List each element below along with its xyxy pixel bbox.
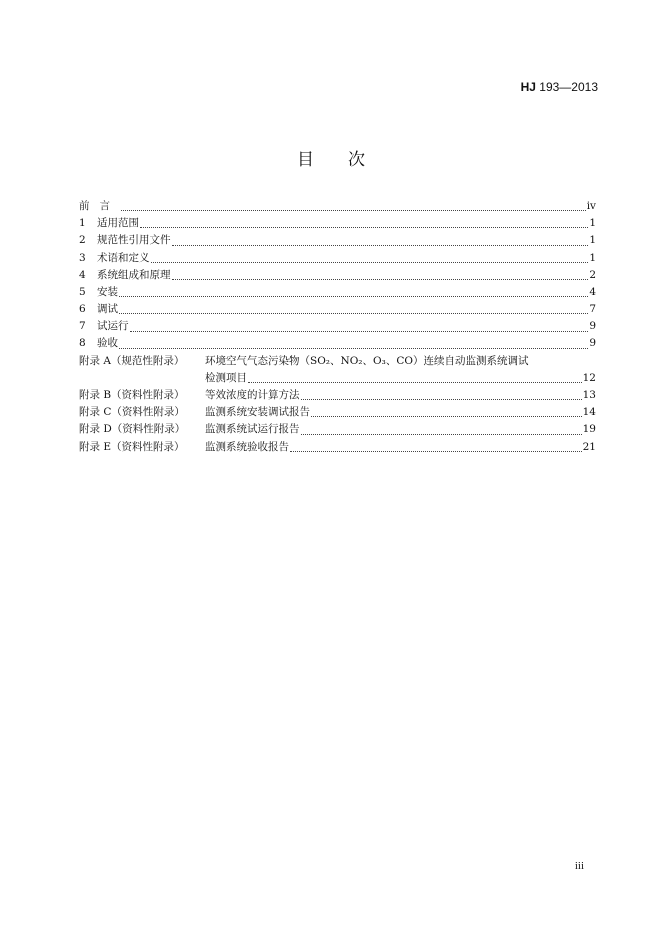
toc-label: 系统组成和原理: [97, 268, 171, 281]
toc-label: 监测系统试运行报告: [205, 423, 300, 436]
toc-page: 14: [582, 406, 596, 419]
toc-page: 2: [589, 268, 596, 281]
toc-label: 术语和定义: [97, 251, 150, 264]
standard-code: [521, 80, 598, 94]
standard-number: 193—2013: [535, 80, 598, 94]
appendix-prefix: 附录 B（资料性附录）: [79, 389, 185, 402]
toc-row-foreword[interactable]: [79, 198, 596, 215]
toc-row-chapter[interactable]: [79, 336, 596, 353]
toc-page: 1: [589, 234, 596, 247]
appendix-prefix: 附录 A（规范性附录）: [79, 354, 185, 367]
leader-dots: [119, 312, 588, 314]
leader-dots: [301, 433, 582, 435]
toc-row-appendix[interactable]: [79, 439, 596, 456]
leader-dots: [130, 330, 589, 332]
toc-page: 12: [582, 371, 596, 384]
leader-dots: [121, 209, 586, 211]
toc-row-chapter[interactable]: [79, 301, 596, 318]
table-of-contents: [79, 198, 596, 456]
toc-row-appendix-a-line2[interactable]: [79, 370, 596, 387]
toc-page: 13: [582, 389, 596, 402]
toc-label: 监测系统验收报告: [205, 440, 289, 453]
toc-number: 6: [79, 303, 86, 316]
toc-number: 3: [79, 251, 86, 264]
toc-label: 试运行: [97, 320, 129, 333]
toc-label: 安装: [97, 285, 118, 298]
toc-page: iv: [586, 199, 596, 212]
toc-number: 5: [79, 285, 86, 298]
toc-number: 7: [79, 320, 86, 333]
leader-dots: [119, 295, 588, 297]
appendix-prefix: 附录 C（资料性附录）: [79, 406, 185, 419]
toc-row-appendix[interactable]: [79, 404, 596, 421]
toc-label: 监测系统安装调试报告: [205, 406, 310, 419]
toc-number: 2: [79, 234, 86, 247]
page-number: iii: [574, 860, 584, 872]
toc-page: 9: [589, 320, 596, 333]
toc-page: 7: [589, 303, 596, 316]
toc-number: 8: [79, 337, 86, 350]
toc-row-chapter[interactable]: [79, 284, 596, 301]
toc-page: 1: [589, 217, 596, 230]
leader-dots: [119, 347, 588, 349]
leader-dots: [151, 261, 589, 263]
toc-row-appendix[interactable]: [79, 387, 596, 404]
leader-dots: [172, 278, 589, 280]
toc-row-chapter[interactable]: [79, 215, 596, 232]
toc-label: 前言: [79, 199, 120, 212]
toc-row-chapter[interactable]: [79, 250, 596, 267]
toc-page: 4: [589, 285, 596, 298]
leader-dots: [290, 450, 582, 452]
toc-row-chapter[interactable]: [79, 267, 596, 284]
leader-dots: [248, 381, 582, 383]
toc-row-appendix-a-line1[interactable]: [79, 353, 596, 370]
toc-label: 适用范围: [97, 217, 139, 230]
toc-label: 等效浓度的计算方法: [205, 389, 300, 402]
standard-prefix: HJ: [520, 80, 536, 94]
toc-page: 21: [582, 440, 596, 453]
toc-label: 环境空气气态污染物（SO₂、NO₂、O₃、CO）连续自动监测系统调试: [205, 354, 529, 367]
toc-row-chapter[interactable]: [79, 232, 596, 249]
toc-label: 调试: [97, 303, 118, 316]
leader-dots: [172, 244, 589, 246]
appendix-prefix: 附录 D（资料性附录）: [79, 423, 186, 436]
page-title: 目次: [297, 150, 399, 170]
leader-dots: [140, 226, 588, 228]
toc-number: 4: [79, 268, 86, 281]
toc-label: 检测项目: [205, 371, 247, 384]
toc-number: 1: [79, 217, 86, 230]
toc-page: 9: [589, 337, 596, 350]
toc-row-chapter[interactable]: [79, 318, 596, 335]
leader-dots: [311, 415, 582, 417]
toc-label: 验收: [97, 337, 118, 350]
toc-page: 19: [582, 423, 596, 436]
toc-label: 规范性引用文件: [97, 234, 171, 247]
leader-dots: [301, 398, 582, 400]
toc-page: 1: [589, 251, 596, 264]
appendix-prefix: 附录 E（资料性附录）: [79, 440, 185, 453]
toc-row-appendix[interactable]: [79, 421, 596, 438]
